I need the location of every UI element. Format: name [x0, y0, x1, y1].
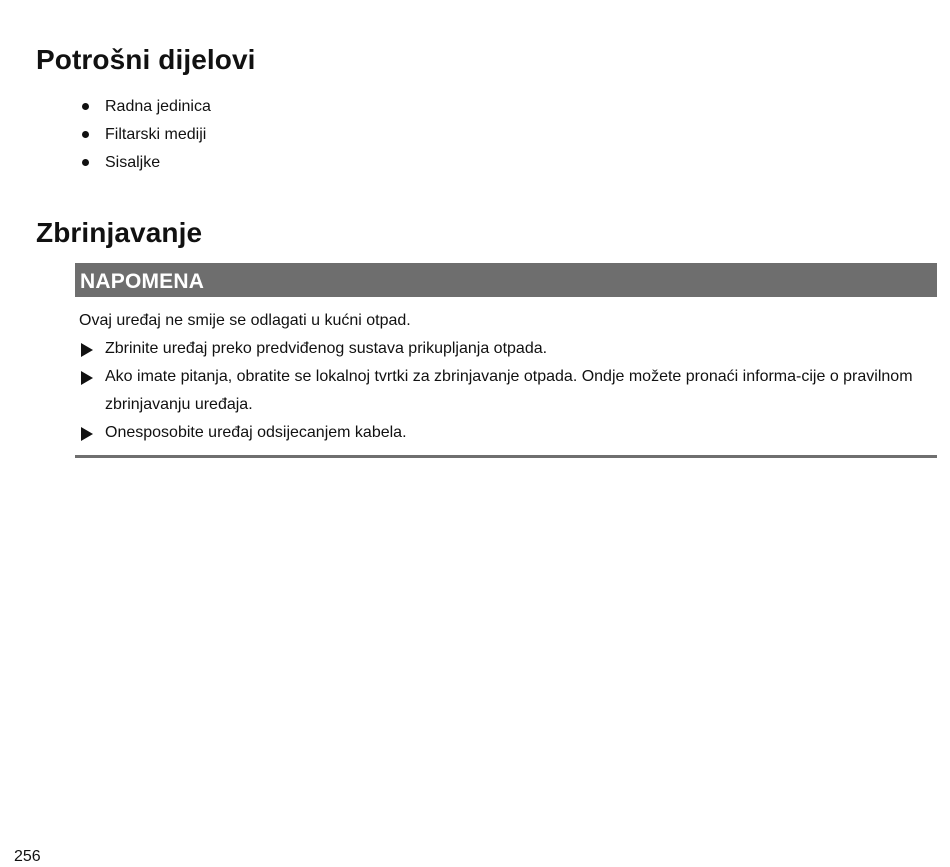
- note-header: NAPOMENA: [75, 263, 937, 297]
- instruction-step: [75, 335, 937, 363]
- triangle-right-icon: [81, 371, 93, 385]
- list-item-text: Sisaljke: [105, 154, 161, 171]
- bullet-dot-icon: [82, 103, 89, 110]
- section-title-disposal: Zbrinjavanje: [36, 217, 203, 248]
- triangle-right-icon: [81, 427, 93, 441]
- triangle-right-icon: [81, 343, 93, 357]
- list-item-text: Filtarski mediji: [105, 126, 207, 143]
- list-item: [80, 93, 211, 121]
- instruction-step: [75, 363, 937, 419]
- consumables-list: [80, 93, 211, 177]
- instruction-step-text: Zbrinite uređaj preko predviđenog sustava prikupljanja otpada.: [105, 340, 548, 357]
- list-item: [80, 121, 211, 149]
- instruction-steps: [75, 335, 937, 447]
- note-intro: Ovaj uređaj ne smije se odlagati u kućni otpad.: [79, 312, 411, 329]
- list-item: [80, 149, 211, 177]
- bullet-dot-icon: [82, 159, 89, 166]
- instruction-step: [75, 419, 937, 447]
- note-body: [75, 297, 937, 447]
- bullet-dot-icon: [82, 131, 89, 138]
- list-item-text: Radna jedinica: [105, 98, 211, 115]
- section-title-consumables: Potrošni dijelovi: [36, 44, 256, 75]
- note-box: [75, 263, 937, 458]
- page-number: 256: [14, 848, 41, 865]
- instruction-step-text: Ako imate pitanja, obratite se lokalnoj tvrtki za zbrinjavanje otpada. Ondje možete pronaći informa-cije o pravilnom zbrinjavanju uređaja.: [105, 368, 913, 413]
- instruction-step-text: Onesposobite uređaj odsijecanjem kabela.: [105, 424, 407, 441]
